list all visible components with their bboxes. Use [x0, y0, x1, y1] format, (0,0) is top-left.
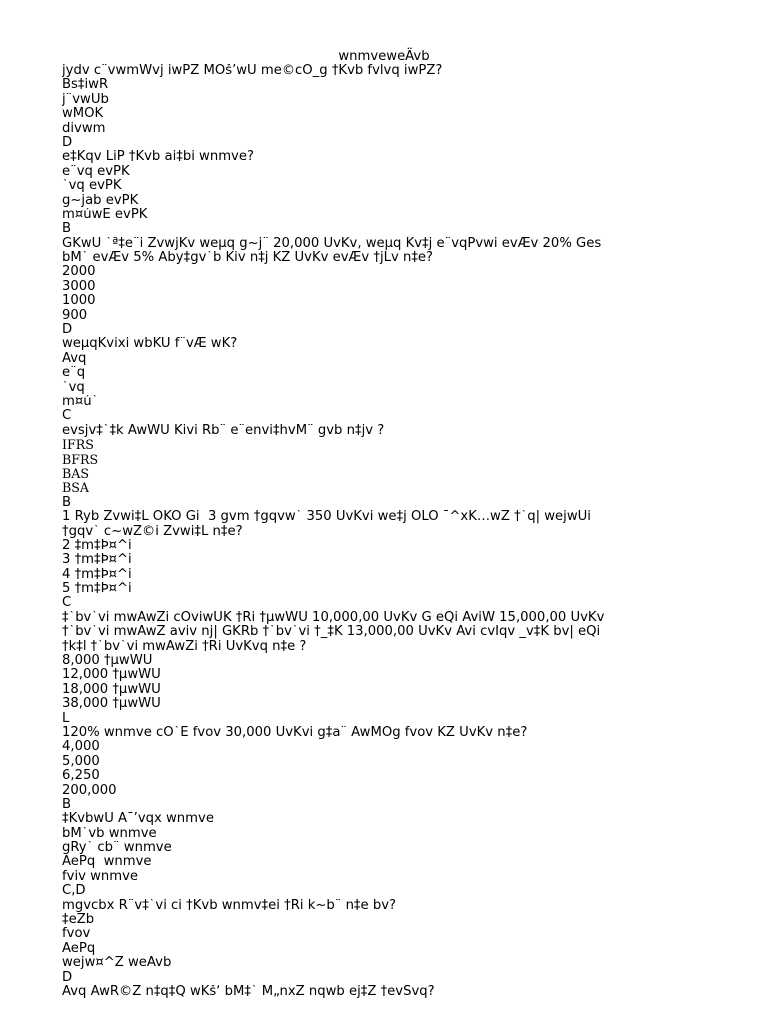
text-line: 2 ‡m‡Þ¤^i — [62, 538, 132, 553]
text-line: Avq — [62, 351, 87, 366]
text-line: evsjv‡`‡k AwWU Kivi Rb¨ e¨envi‡hvM¨ gvb n‡jv ? — [62, 423, 385, 438]
text-line: †`bv`vi mwÂwZ aviv nj| GKRb †`bv`vi †_‡K 13,000,00 UvKv Avi cvIqv _v‡K bv| eQi — [62, 625, 601, 640]
text-line: fviv wnmve — [62, 869, 139, 884]
text-line: e‡Kqv LiP †Kvb ai‡bi wnmve? — [62, 150, 254, 165]
text-line: Bs‡iwR — [62, 78, 109, 93]
text-line: D — [62, 135, 73, 150]
text-line: B — [62, 222, 72, 237]
document-body — [62, 64, 752, 999]
text-line: ‡KvbwU A¯’vqx wnmve — [62, 812, 214, 827]
text-line: divwm — [62, 121, 106, 136]
text-line: 12,000 †µwWU — [62, 668, 161, 683]
text-line: weµqKvixi wbKU f¨vÆ wK? — [62, 337, 238, 352]
text-line: ‡`bv`vi mwÂwZi cÖviwÜK †Ri †µwWU 10,000,00 UvKv G eQi AviW 15,000,00 UvKv — [62, 610, 605, 625]
text-line: †k‡l †`bv`vi mwÂwZi †Ri UvKvq n‡e ? — [62, 639, 307, 654]
text-line: fvov — [62, 927, 91, 942]
text-line: e¨q — [62, 366, 86, 381]
text-line: Avq AwR©Z n‡q‡Q wKš‘ bM‡` M„nxZ nqwb ej‡Z †evSvq? — [62, 985, 435, 999]
text-line: e¨vq evPK — [62, 164, 130, 179]
text-line: ‡eZb — [62, 913, 95, 928]
text-line: C — [62, 596, 72, 611]
text-line: j¨vwUb — [62, 92, 109, 107]
text-line: †gqv` c~wZ©i Zvwi‡L n‡e? — [62, 524, 243, 539]
text-line: jydv c¨vwmWvj iwPZ MÖš’wU me©cÖ_g †Kvb fvlvq iwPZ? — [62, 64, 443, 78]
text-line: bM`vb wnmve — [62, 826, 157, 841]
text-line: `vq — [62, 380, 85, 395]
text-line: 5 †m‡Þ¤^i — [62, 582, 132, 597]
text-line: 200,000 — [62, 783, 117, 798]
text-line: C — [62, 409, 72, 424]
text-line: g~jab evPK — [62, 193, 139, 208]
text-line: 5,000 — [62, 754, 100, 769]
text-line: 8,000 †µwWU — [62, 654, 153, 669]
text-line: 18,000 †µwWU — [62, 682, 161, 697]
text-line: AePq — [62, 941, 96, 956]
text-line: 38,000 †µwWU — [62, 697, 161, 712]
text-line: `vq evPK — [62, 179, 122, 194]
text-line: 1 Ryb Zvwi‡L ÔKÕ Gi 3 gvm †gqvw` 350 UvKvi we‡j ÔLÕ ¯^xK…wZ †`q| wejwUi — [62, 510, 591, 525]
text-line: 120% wnmve cÖ`Ë fvov 30,000 UvKvi g‡a¨ AwMÖg fvov KZ UvKv n‡e? — [62, 725, 528, 740]
text-line: gRy` cb¨ wnmve — [62, 841, 172, 856]
text-line: 900 — [62, 308, 88, 323]
text-line: 6,250 — [62, 769, 100, 784]
text-line: 3 †m‡Þ¤^i — [62, 553, 132, 568]
text-line: B — [62, 797, 72, 812]
text-line: D — [62, 323, 73, 338]
text-line: BFRS — [62, 452, 99, 467]
text-line: 1000 — [62, 294, 96, 309]
text-line: m¤úwË evPK — [62, 207, 148, 222]
text-line: wMÖK — [62, 107, 104, 122]
text-line: BAS — [62, 466, 89, 481]
text-line: m¤ú` — [62, 394, 99, 409]
text-line: bM` evÆv 5% Aby‡gv`b Kiv n‡j KZ UvKv evÆv †jLv n‡e? — [62, 251, 434, 266]
text-line: mgvcbx R¨v‡`vi ci †Kvb wnmv‡ei †Ri k~b¨ n‡e bv? — [62, 898, 397, 913]
text-line: 4 †m‡Þ¤^i — [62, 567, 132, 582]
text-line: L — [62, 711, 70, 726]
text-line: AePq wnmve — [62, 855, 152, 870]
text-line: IFRS — [62, 438, 94, 453]
text-line: GKwU `ª‡e¨i ZvwjKv weµq g~j¨ 20,000 UvKv, weµq Kv‡j e¨vqPvwi evÆv 20% Ges — [62, 236, 602, 251]
text-line: 3000 — [62, 279, 96, 294]
text-line: C,D — [62, 884, 86, 899]
text-line: wejw¤^Z weÄvb — [62, 956, 172, 971]
text-line: 4,000 — [62, 740, 100, 755]
text-line: D — [62, 970, 73, 985]
text-line: BSA — [62, 481, 89, 496]
document-title: wnmveweÄvb — [338, 49, 430, 64]
text-line: B — [62, 495, 72, 510]
text-line: 2000 — [62, 265, 96, 280]
